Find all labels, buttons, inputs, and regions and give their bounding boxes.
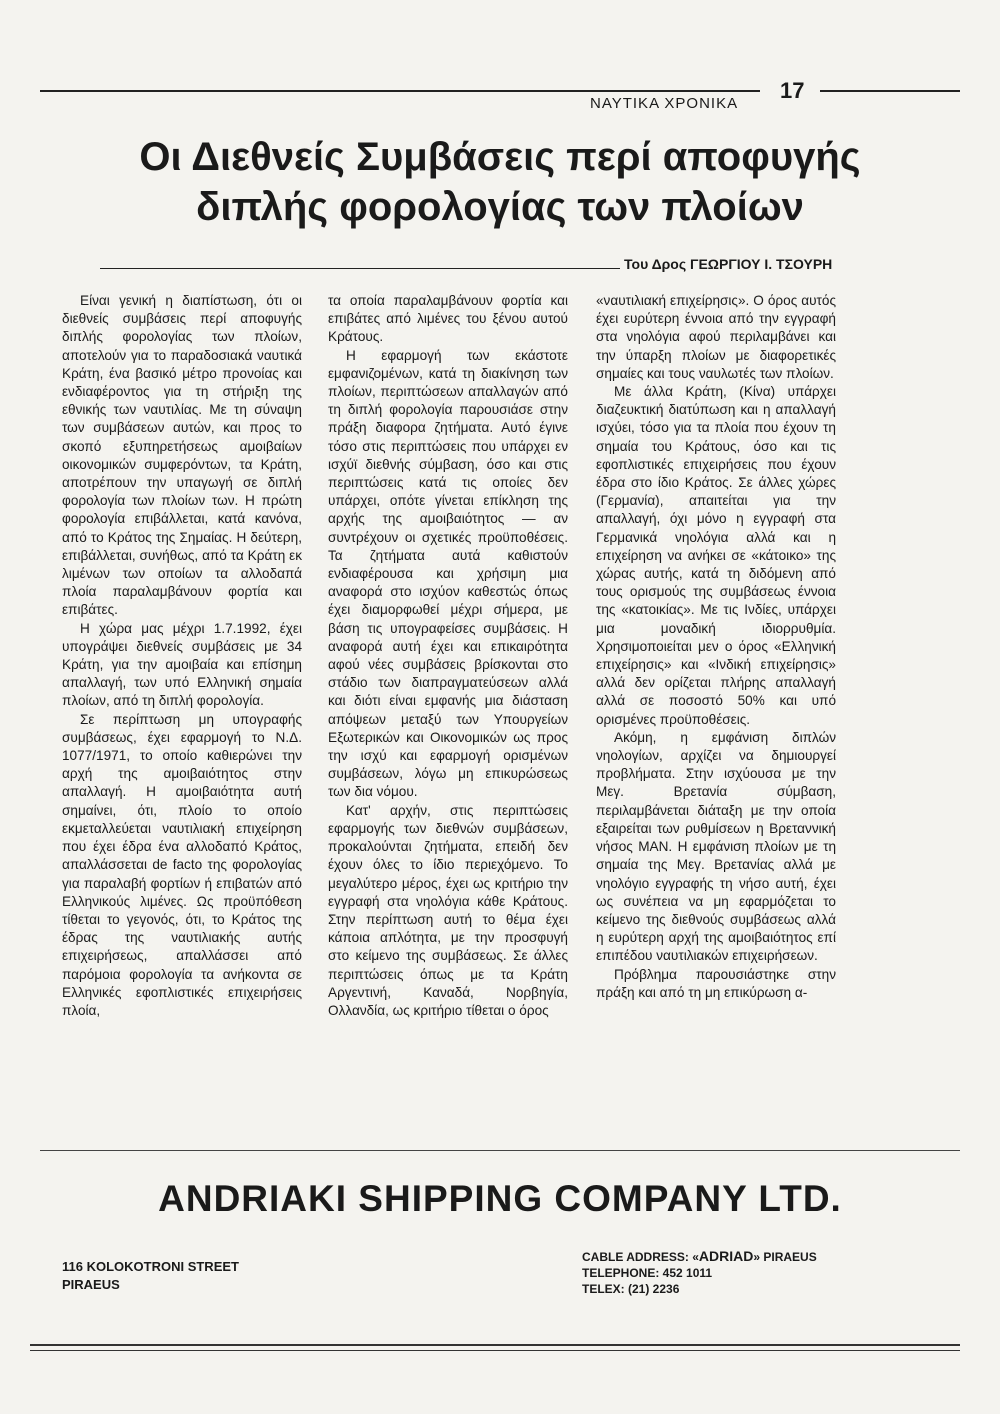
article-column-3	[596, 292, 836, 1002]
paragraph: Κατ' αρχήν, στις περιπτώσεις εφαρμογής των διεθνών συμβάσεων, προκαλούνται ζητήματα, επειδή δεν έχουν όλες το ίδιο περιεχόμενο. Το μεγαλύτερο μέρος, έχει ως κριτήριο την εγγραφή στα νηολόγια κάθε Κράτους. Στην περίπτωση αυτή το θέμα έχει κάποια απλότητα, με την προσφυγή στο κείμενο της συμβάσεως. Σε άλλες περιπτώσεις όπως με τα Κράτη Αργεντινή, Καναδά, Νορβηγία, Ολλανδία, ως κριτήριο τίθεται ο όρος	[328, 802, 568, 1018]
ad-cable-name: ADRIAD	[698, 1248, 754, 1264]
article-end-rule	[40, 1150, 960, 1151]
magazine-name: ΝΑΥΤΙΚΑ ΧΡΟΝΙΚΑ	[590, 95, 739, 112]
ad-address-street: 116 KOLOKOTRONI STREET	[62, 1259, 239, 1274]
ad-address	[62, 1258, 239, 1294]
paragraph: Με άλλα Κράτη, (Κίνα) υπάρχει διαζευκτική διατύπωση και η απαλλαγή ισχύει, τόσο για τα πλοία που έχουν τη σημαία του Κράτους, όσο και τις εφοπλιστικές επιχειρήσεις που έχουν έδρα στο ίδιο Κράτος. Σε άλλες χώρες (Γερμανία), απαιτείται για την απαλλαγή, όχι μόνο η εγγραφή στα Γερμανικά νηολόγια αλλά και η επιχείρηση να ανήκει σε «κάτοικο» της χώρας αυτής, κατά τη διδόμενη από τους ορισμούς της συμβάσεως έννοια της «κατοικίας». Με τις Ινδίες, υπάρχει μια μοναδική ιδιορρυθμία. Χρησιμοποιείται μεν ο όρος «Ελληνική επιχείρησις» και «Ινδική επιχείρησις» αλλά δεν ορίζεται πλήρης απαλλαγή αλλά σε ποσοστό 50% και υπό ορισμένες προϋποθέσεις.	[596, 384, 836, 727]
paragraph: Η εφαρμογή των εκάστοτε εμφανιζομένων, κατά τη διακίνηση των πλοίων, περιπτώσεων απαλλαγών από τη διπλή φορολογία παρουσιάσε στην πράξη διαφορα ζητήματα. Αυτό έγινε τόσο στις περιπτώσεις που υπάρχει εν ισχύϊ διεθνής σύμβαση, όσο και στις περιπτώσεις κατά τις οποίες δεν υπάρχει, οπότε γίνεται επίκληση της αρχής της αμοιβαιότητος — αν συντρέχουν οι σχετικές προϋποθέσεις. Τα ζητήματα αυτά καθιστούν ενδιαφέρουσα και χρήσιμη μια αναφορά στο ισχύον καθεστώς όπως έχει διαμορφωθεί μέχρι σήμερα, με βάση τις υπογραφείσες συμβάσεις. Η αναφορά αυτή έχει και επικαιρότητα αφού νέες συμβάσεις βρίσκονται στο στάδιο των διαπραγματεύσεων αλλά και διότι είναι εμφανής μια διάσταση απόψεων μεταξύ των Υπουργείων Εξωτερικών και Οικονομικών ως προς την ισχύ και εφαρμογή ορισμένων συμβάσεων, λόγω μη επικυρώσεως των δια νόμου.	[328, 347, 568, 800]
paragraph: τα οποία παραλαμβάνουν φορτία και επιβάτες από λιμένες του ξένου αυτού Κράτους.	[328, 293, 568, 345]
byline: Του Δρος ΓΕΩΡΓΙΟΥ Ι. ΤΣΟΥΡΗ	[624, 256, 833, 272]
page-number: 17	[780, 78, 805, 103]
article-title-line1: Οι Διεθνείς Συμβάσεις περί αποφυγής	[139, 135, 861, 179]
article-title	[60, 132, 940, 232]
ad-cable-suffix: » PIRAEUS	[753, 1250, 817, 1264]
ad-bottom-rule	[30, 1344, 960, 1346]
article-column-2	[328, 292, 568, 1020]
ad-address-city: PIRAEUS	[62, 1277, 120, 1292]
ad-contact	[582, 1248, 817, 1297]
article-column-1	[62, 292, 302, 1020]
ad-cable-prefix: CABLE ADDRESS: «	[582, 1250, 699, 1264]
header-rule-left	[40, 90, 760, 92]
paragraph: Η χώρα μας μέχρι 1.7.1992, έχει υπογράψει διεθνείς συμβάσεις με 34 Κράτη, για την αμοιβαία και επίσημη απαλλαγή, των υπό Ελληνική σημαία πλοίων, από τη διπλή φορολογία.	[62, 620, 302, 709]
byline-rule	[100, 268, 620, 269]
ad-bottom-rule-thin	[30, 1350, 960, 1351]
article-title-line2: διπλής φορολογίας των πλοίων	[196, 185, 804, 229]
paragraph: Πρόβλημα παρουσιάστηκε στην πράξη και από τη μη επικύρωση α-	[596, 966, 836, 1000]
ad-company-name: ANDRIAKI SHIPPING COMPANY LTD.	[158, 1178, 842, 1219]
paragraph: Είναι γενική η διαπίστωση, ότι οι διεθνείς συμβάσεις περί αποφυγής διπλής φορολογίας των πλοίων, αποτελούν για το παραδοσιακά ναυτικά Κράτη, ένα βασικό μέτρο προνοίας και ενδιαφέροντος για τη στήριξη της εθνικής των ναυτιλίας. Με τη σύναψη των συμβάσεων αυτών, και προς το σκοπό εξυπηρετήσεως αμοιβαίων οικονομικών συμφερόντων, τα Κράτη, αποτρέπουν την υπαγωγή σε διπλή φορολογία των πλοίων των. Η πρώτη φορολογία επιβάλλεται, κατά κανόνα, από το Κράτος της Σημαίας. Η δεύτερη, επιβάλλεται, συνήθως, από τα Κράτη εκ λιμένων των οποίων τα αλλοδαπά πλοία παραλαμβάνουν φορτία και επιβάτες.	[62, 293, 302, 618]
ad-telex: TELEX: (21) 2236	[582, 1282, 680, 1296]
ad-telephone: TELEPHONE: 452 1011	[582, 1266, 713, 1280]
paragraph: Σε περίπτωση μη υπογραφής συμβάσεως, έχει εφαρμογή το Ν.Δ. 1077/1971, το οποίο καθιερώνει την αρχή της αμοιβαιότητος στην απαλλαγή. Η αμοιβαιότητα αυτή σημαίνει, ότι, πλοίο το οποίο εκμεταλλεύεται ναυτιλιακή επιχείρηση που έχει έδρα ένα αλλοδαπό Κράτος, απαλλάσσεται de facto της φορολογίας για παραλαβή φορτίων ή επιβατών από Ελληνικούς λιμένες. Ως προϋπόθεση τίθεται το γεγονός, ότι, το Κράτος της έδρας της ναυτιλιακής αυτής επιχειρήσεως, απαλλάσσει από παρόμοια φορολογία τα ανήκοντα σε Ελληνικές εφοπλιστικές επιχειρήσεις πλοία,	[62, 711, 302, 1018]
paragraph: «ναυτιλιακή επιχείρησις». Ο όρος αυτός έχει ευρύτερη έννοια από την εγγραφή στα νηολόγια αφού περιλαμβάνει και την ύπαρξη πλοίων με διαφορετικές σημαίες και τους ναυλωτές των πλοίων.	[596, 293, 836, 381]
paragraph: Ακόμη, η εμφάνιση διπλών νηολογίων, αρχίζει να δημιουργεί προβλήματα. Στην ισχύουσα με την Μεγ. Βρετανία σύμβαση, περιλαμβάνεται διάταξη με την οποία εξαιρείται των ρυθμίσεων η Βρεταννική νήσος ΜΑΝ. Η εμφάνιση πλοίων με τη σημαία της Μεγ. Βρετανίας αλλά με νηολόγιο εγγραφής τη νήσο αυτή, έχει ως συνέπεια να μη εφαρμόζεται το κείμενο της διεθνούς συμβάσεως αλλά η ευρύτερη αρχή της αμοιβαιότητος επί επιπέδου ναυτιλιακών επιχειρήσεων.	[596, 729, 836, 964]
header-rule-right	[820, 90, 960, 92]
ad-cable-address	[582, 1248, 817, 1265]
